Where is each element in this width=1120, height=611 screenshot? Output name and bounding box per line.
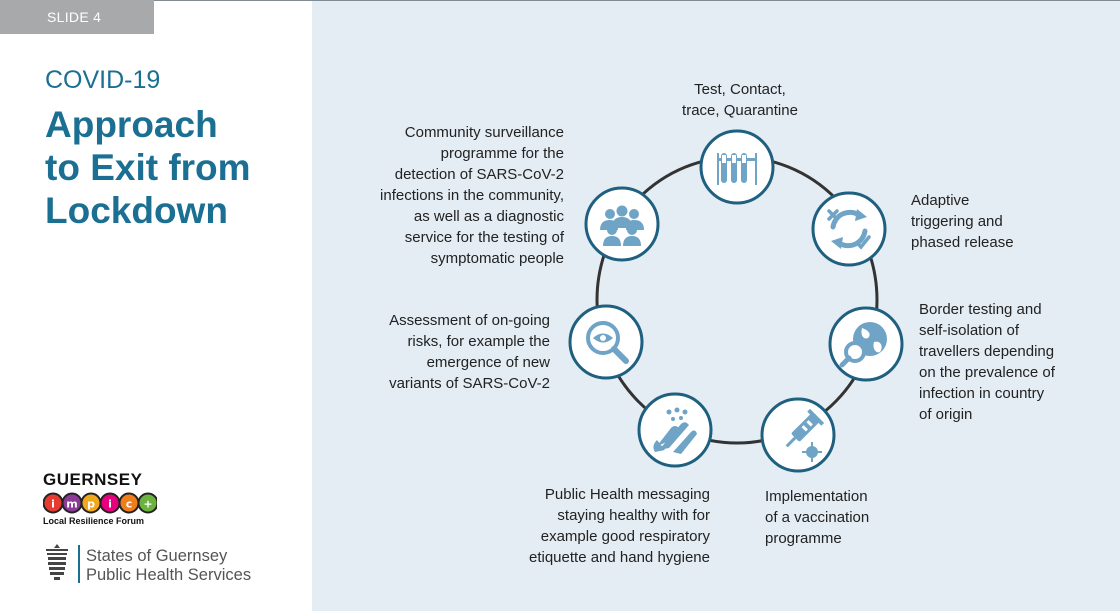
step-label-line: as well as a diagnostic — [413, 208, 564, 225]
step-label-line: phased release — [911, 234, 1014, 251]
logo-dot-letter: m — [66, 497, 78, 511]
logo-dot-letter: c — [125, 497, 133, 511]
slide-number-tag: SLIDE 4 — [0, 0, 154, 34]
step-label-line: programme — [765, 530, 842, 547]
step-label-line: symptomatic people — [430, 250, 564, 267]
step-label-line: risks, for example the — [407, 333, 550, 350]
step-label-line: trace, Quarantine — [682, 102, 798, 119]
step-label-line: Adaptive — [911, 192, 970, 209]
step-label-line: Implementation — [765, 488, 868, 505]
logo-dot-letter: p — [87, 497, 95, 511]
step-label-line: detection of SARS-CoV-2 — [394, 166, 564, 183]
step-label-line: variants of SARS-CoV-2 — [389, 375, 550, 392]
step-label-public-health-messaging — [490, 484, 710, 568]
step-label-line: of origin — [919, 406, 973, 423]
step-label-community-surveillance — [330, 122, 564, 269]
syringe-virus-icon — [762, 399, 834, 471]
globe-search-icon — [830, 308, 902, 380]
slide-subtitle: COVID-19 — [45, 66, 161, 94]
step-label-line: Border testing and — [919, 301, 1042, 318]
step-label-line: self-isolation of — [919, 322, 1020, 339]
step-label-line: of a vaccination — [765, 509, 870, 526]
cycle-arrows-icon — [813, 193, 885, 265]
step-label-line: triggering and — [911, 213, 1003, 230]
step-label-line: infection in country — [919, 385, 1045, 402]
hand-washing-icon — [639, 394, 711, 466]
step-label-border-testing — [919, 299, 1099, 425]
step-label-line: staying healthy with for — [557, 507, 710, 524]
slide-title-line: Lockdown — [45, 190, 228, 231]
step-label-risk-assessment — [350, 310, 550, 394]
step-label-line: travellers depending — [919, 343, 1055, 360]
guernsey-logo-subtitle: Local Resilience Forum — [43, 516, 145, 526]
step-label-adaptive-triggering — [911, 190, 1051, 253]
step-label-line: emergence of new — [426, 354, 550, 371]
logo-dot-letter: + — [143, 497, 153, 511]
test-tubes-icon — [701, 131, 773, 203]
guernsey-logo-title: GUERNSEY — [43, 470, 143, 489]
step-label-line: on the prevalence of — [919, 364, 1055, 381]
org-name-line2: Public Health Services — [86, 566, 252, 584]
slide-title-line: Approach — [45, 104, 218, 145]
step-label-line: Test, Contact, — [694, 81, 786, 98]
step-label-line: Public Health messaging — [544, 486, 710, 503]
step-label-line: example good respiratory — [540, 528, 710, 545]
people-group-icon — [586, 188, 658, 260]
step-label-line: infections in the community, — [380, 187, 564, 204]
step-label-vaccination — [765, 486, 925, 549]
org-name-line1: States of Guernsey — [86, 547, 228, 565]
step-label-line: etiquette and hand hygiene — [529, 549, 710, 566]
logo-dot-letter: i — [51, 497, 55, 511]
step-label-test-contact-trace — [660, 79, 820, 121]
eye-search-icon — [570, 306, 642, 378]
slide-title-line: to Exit from — [45, 147, 251, 188]
step-label-line: programme for the — [440, 145, 564, 162]
step-label-line: service for the testing of — [404, 229, 564, 246]
step-label-line: Assessment of on-going — [389, 312, 550, 329]
step-label-line: Community surveillance — [404, 124, 564, 141]
logo-dot-letter: i — [108, 497, 112, 511]
